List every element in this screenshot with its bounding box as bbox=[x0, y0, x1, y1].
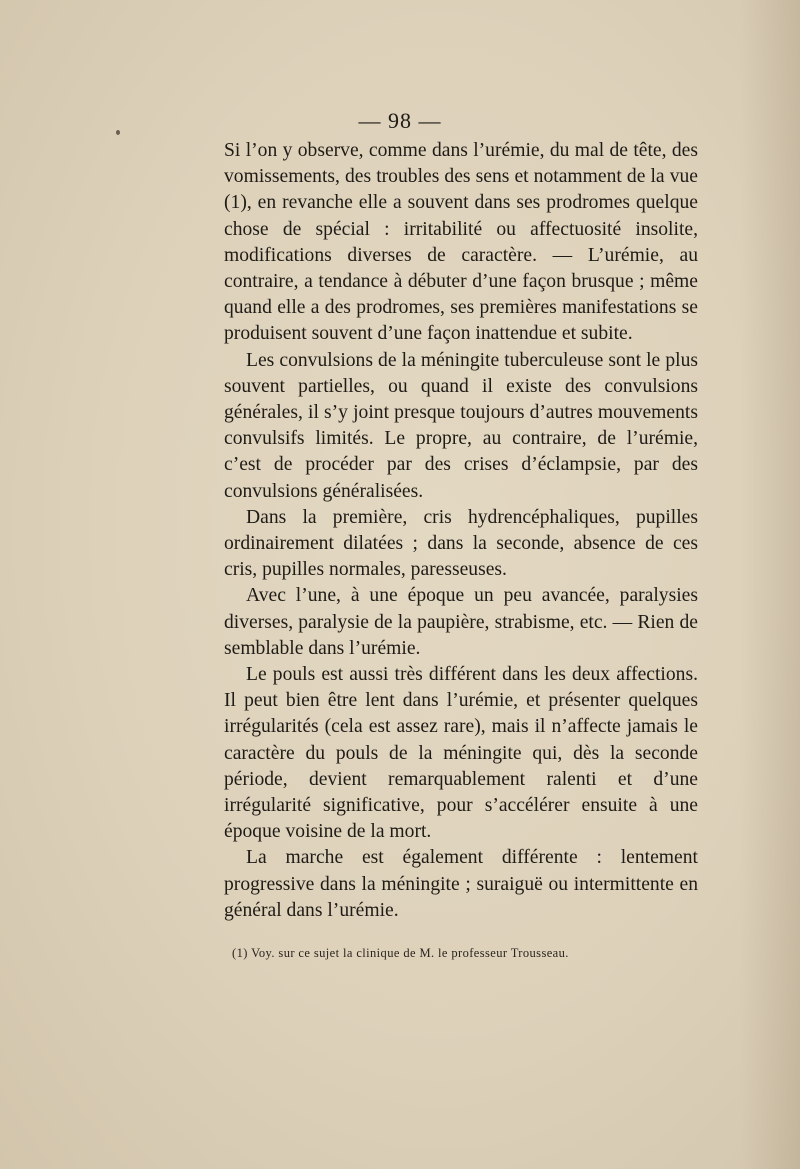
paragraph-marche: La marche est également différente : lentement progressive dans la méningite ; suraiguë ou intermittente en général dans l’urémie. bbox=[224, 847, 698, 921]
paragraph-pouls: Le pouls est aussi très différent dans les deux affections. Il peut bien être lent dans l’urémie, et présenter quelques irrégularités (cela est assez rare), mais il n’affecte jamais le caractère du pouls de la méningite qui, dès la seconde période, devient remarquablement ralenti et d’une irrégularité significative, pour s’accélérer ensuite à une époque voisine de la mort. bbox=[224, 664, 698, 843]
footnote: (1) Voy. sur ce sujet la clinique de M. le professeur Trousseau. bbox=[232, 946, 569, 960]
paragraph-prodromes: Si l’on y observe, comme dans l’urémie, du mal de tête, des vomissements, des troubles des sens et notamment de la vue (1), en revanche elle a souvent dans ses prodromes quelque chose de spécial : irritabilité ou affectuosité insolite, modifications diverses de caractère. — L’urémie, au contraire, a tendance à débuter d’une façon brusque ; même quand elle a des prodromes, ses premières manifestations se produisent souvent d’une façon inattendue et subite. bbox=[224, 140, 698, 345]
body-text bbox=[224, 138, 698, 924]
paragraph-paralysies: Avec l’une, à une époque un peu avancée, paralysies diverses, paralysie de la paupière, strabisme, etc. — Rien de semblable dans l’urémie. bbox=[224, 585, 698, 659]
paragraph-convulsions: Les convulsions de la méningite tuberculeuse sont le plus souvent partielles, ou quand il existe des convulsions générales, il s’y joint presque toujours d’autres mouvements convulsifs limités. Le propre, au contraire, de l’urémie, c’est de procéder par des crises d’éclampsie, par des convulsions généralisées. bbox=[224, 349, 698, 502]
paragraph-cris: Dans la première, cris hydrencéphaliques, pupilles ordinairement dilatées ; dans la seconde, absence de ces cris, pupilles normales, paresseuses. bbox=[224, 506, 698, 581]
page-number: — 98 — bbox=[358, 108, 442, 133]
